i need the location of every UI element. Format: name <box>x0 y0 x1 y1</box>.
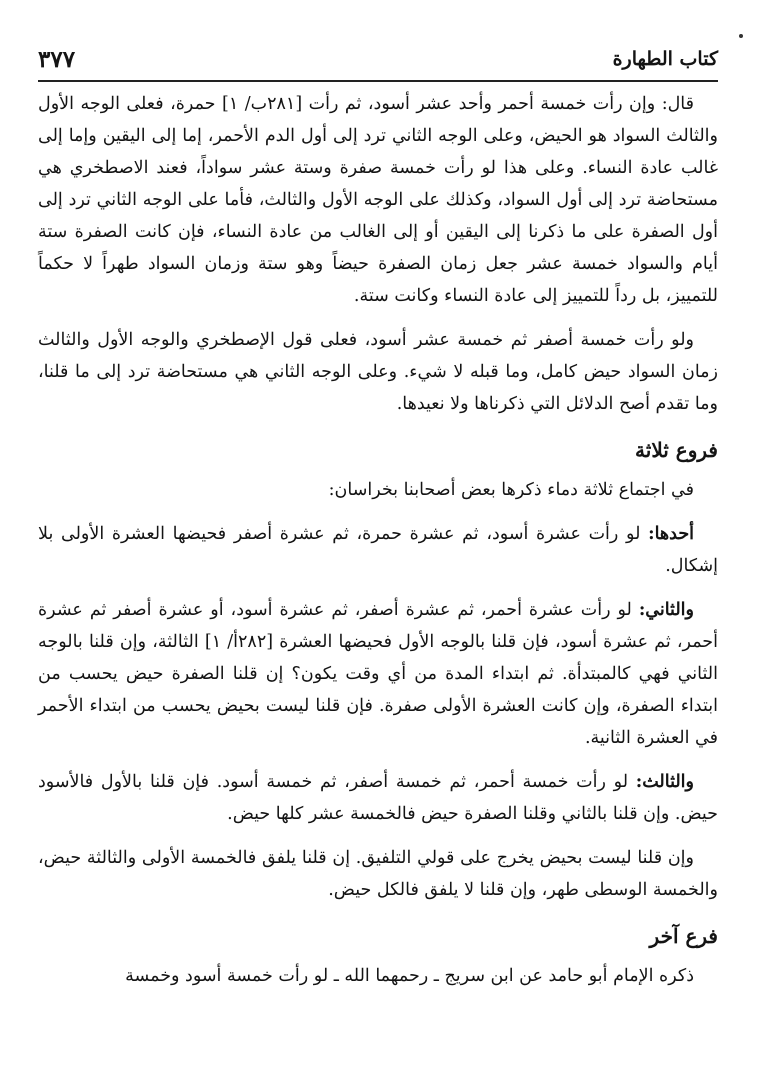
paragraph <box>38 518 718 582</box>
paragraph-text: لو رأت خمسة أحمر، ثم خمسة أصفر، ثم خمسة أسود. فإن قلنا بالأول فالأسود حيض. وإن قلنا بالثاني وقلنا الصفرة حيض فالخمسة عشر كلها حيض. <box>38 772 718 824</box>
paragraph: قال: وإن رأت خمسة أحمر وأحد عشر أسود، ثم رأت [٢٨١ب/ ١] حمرة، فعلى الوجه الأول والثالث السواد هو الحيض، وعلى الوجه الثاني ترد إلى أول الدم الأحمر، إما إلى اليقين وإما إلى غالب عادة النساء. وعلى هذا لو رأت خمسة صفرة وستة عشر سواداً، فعند الاصطخري هي مستحاضة ترد إلى أول السواد، وكذلك على الوجه الأول والثالث، فأما على الوجه الثاني ترد إلى أول الصفرة على ما ذكرنا إلى اليقين أو إلى الغالب من عادة النساء، فإن كانت الصفرة ستة أيام والسواد خمسة عشر جعل زمان الصفرة حيضاً وهو ستة وزمان السواد طهراً لا حكماً للتمييز، بل رداً للتمييز إلى عادة النساء وكانت ستة. <box>38 94 718 306</box>
paragraph-lead: والثالث: <box>635 772 694 792</box>
section-heading: فرع آخر <box>649 924 718 948</box>
paragraph-lead: والثاني: <box>638 600 694 620</box>
document-page <box>38 30 718 1080</box>
paragraph: ولو رأت خمسة أصفر ثم خمسة عشر أسود، فعلى قول الإصطخري والوجه الأول والثالث زمان السواد حيض كامل، وما قبله لا شيء. وعلى الوجه الثاني هي مستحاضة ترد إلى ما قلنا، وما تقدم أصح الدلائل التي ذكرناها ولا نعيدها. <box>38 330 718 414</box>
paragraph-lead: أحدها: <box>648 524 694 544</box>
ink-dot <box>739 34 743 38</box>
paragraph-text: لو رأت عشرة أسود، ثم عشرة حمرة، ثم عشرة أصفر فحيضها العشرة الأولى بلا إشكال. <box>38 524 718 576</box>
page-header <box>38 46 718 76</box>
paragraph: في اجتماع ثلاثة دماء ذكرها بعض أصحابنا بخراسان: <box>328 480 694 500</box>
section-heading: فروع ثلاثة <box>635 438 718 462</box>
header-rule <box>38 80 718 82</box>
paragraph: ذكره الإمام أبو حامد عن ابن سريج ـ رحمهما الله ـ لو رأت خمسة أسود وخمسة <box>125 966 694 986</box>
paragraph <box>38 766 718 830</box>
paragraph-text: لو رأت عشرة أحمر، ثم عشرة أصفر، ثم عشرة أسود، أو عشرة أصفر ثم عشرة أحمر، ثم عشرة أسود، فإن قلنا بالوجه الأول فحيضها العشرة [٢٨٢أ/ ١] الثالثة، وإن قلنا بالوجه الثاني فهي كالمبتدأة. ثم ابتداء المدة من أي وقت يكون؟ إن قلنا الصفرة حيض يحسب من ابتداء الصفرة، وإن كانت العشرة الأولى صفرة. فإن قلنا ليست بحيض يحسب من ابتداء الأحمر في العشرة الثانية. <box>38 600 718 748</box>
body-text <box>38 88 718 992</box>
paragraph: وإن قلنا ليست بحيض يخرج على قولي التلفيق. إن قلنا يلفق فالخمسة الأولى والثالثة حيض، والخمسة الوسطى طهر، وإن قلنا لا يلفق فالكل حيض. <box>38 848 718 900</box>
paragraph <box>38 594 718 754</box>
page-number: ٣٧٧ <box>38 46 76 73</box>
book-title: كتاب الطهارة <box>612 48 718 70</box>
